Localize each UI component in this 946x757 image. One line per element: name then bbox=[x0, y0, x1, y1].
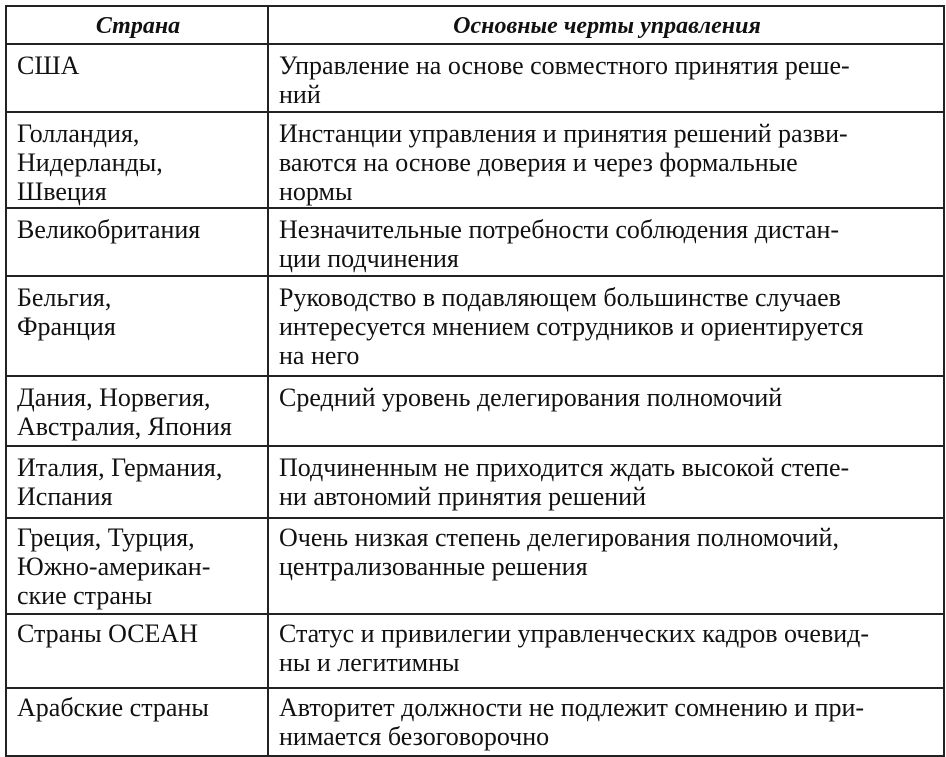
country-cell: Великобритания bbox=[6, 208, 268, 276]
traits-cell: Управление на основе совместного принятия реше- ний bbox=[268, 44, 944, 112]
country-cell: Бельгия, Франция bbox=[6, 276, 268, 376]
header-row bbox=[6, 6, 944, 44]
country-cell: Дания, Норвегия, Австралия, Япония bbox=[6, 376, 268, 446]
traits-cell: Руководство в подавляющем большинстве случаев интересуется мнением сотрудников и ориентируется на него bbox=[268, 276, 944, 376]
traits-cell: Средний уровень делегирования полномочий bbox=[268, 376, 944, 446]
country-cell: Арабские страны bbox=[6, 688, 268, 756]
traits-cell: Незначительные потребности соблюдения дистан- ции подчинения bbox=[268, 208, 944, 276]
management-features-table bbox=[5, 5, 945, 757]
traits-cell: Статус и привилегии управленческих кадров очевид- ны и легитимны bbox=[268, 614, 944, 688]
table-row bbox=[6, 688, 944, 756]
table-row bbox=[6, 518, 944, 614]
country-cell: Италия, Германия, Испания bbox=[6, 446, 268, 518]
traits-cell: Авторитет должности не подлежит сомнению и при- нимается безоговорочно bbox=[268, 688, 944, 756]
table-row bbox=[6, 376, 944, 446]
traits-cell: Очень низкая степень делегирования полномочий, централизованные решения bbox=[268, 518, 944, 614]
country-cell: Греция, Турция, Южно-американ- ские страны bbox=[6, 518, 268, 614]
traits-cell: Инстанции управления и принятия решений разви- ваются на основе доверия и через формальные нормы bbox=[268, 112, 944, 208]
table-row bbox=[6, 614, 944, 688]
country-cell: Страны ОСЕАН bbox=[6, 614, 268, 688]
table-row bbox=[6, 112, 944, 208]
country-cell: США bbox=[6, 44, 268, 112]
table-row bbox=[6, 446, 944, 518]
header-traits: Основные черты управления bbox=[268, 6, 944, 44]
table-row bbox=[6, 44, 944, 112]
country-cell: Голландия, Нидерланды, Швеция bbox=[6, 112, 268, 208]
traits-cell: Подчиненным не приходится ждать высокой степе- ни автономий принятия решений bbox=[268, 446, 944, 518]
header-country: Страна bbox=[6, 6, 268, 44]
table-row bbox=[6, 208, 944, 276]
table-row bbox=[6, 276, 944, 376]
